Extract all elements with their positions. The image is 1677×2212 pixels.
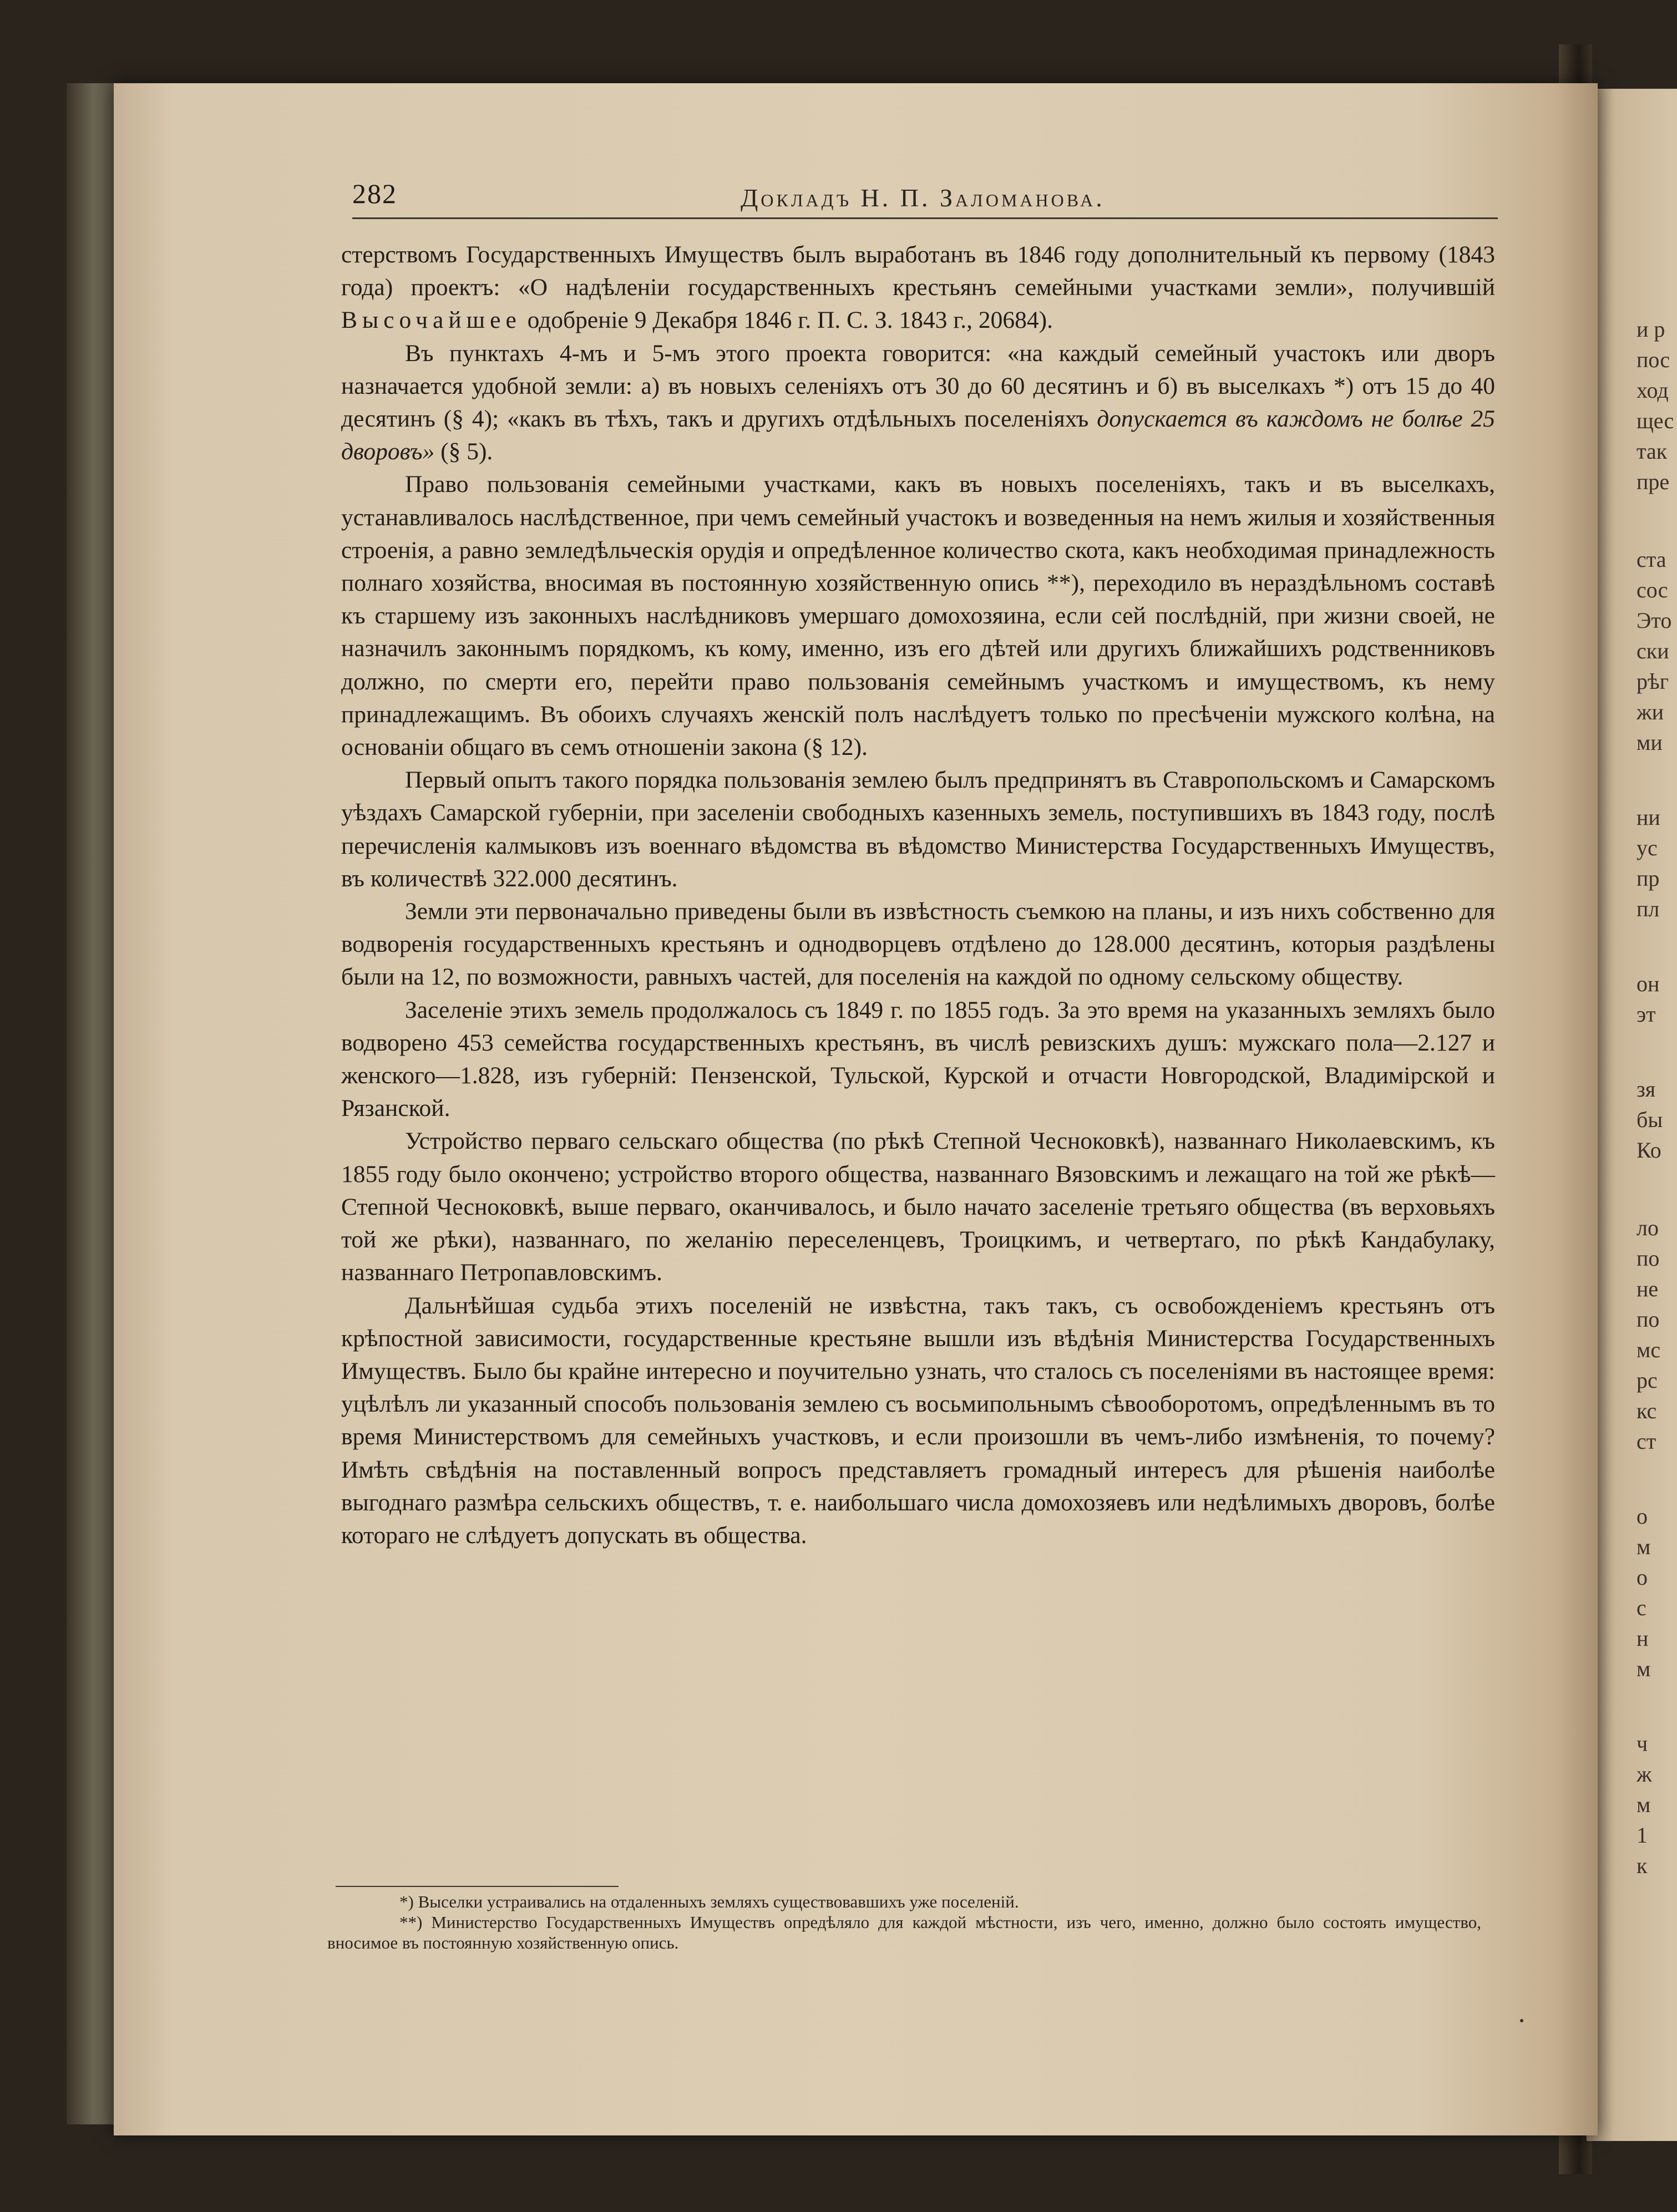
paragraph: Право пользованія семейными участками, какъ въ новыхъ поселеніяхъ, такъ и въ выселкахъ, устанавливалось наслѣдственное, при чемъ семейный участокъ и возведенныя на немъ жилыя и хозяйственныя строенія, а равно земледѣльческія орудія и опредѣленное количество скота, какъ необходимая принадлежность полнаго хозяйства, вносимая въ постоянную хозяйственную опись **), переходило въ нераздѣльномъ составѣ къ старшему изъ законныхъ наслѣдниковъ умершаго домохозяина, если сей послѣдній, при жизни своей, не назначилъ законнымъ порядкомъ, къ кому, именно, изъ его дѣтей или другихъ ближайшихъ родственниковъ должно, по смерти его, перейти право пользованія семейнымъ участкомъ и имуществомъ, къ нему принадлежащимъ. Въ обоихъ случаяхъ женскій полъ наслѣдуетъ только по пресѣченіи мужского колѣна, на основаніи общаго въ семъ отношеніи закона (§ 12). [341, 471, 1495, 761]
paragraph: Въ пунктахъ 4-мъ и 5-мъ этого проекта говорится: «на каждый семейный участокъ или дворъ назначается удобной земли: а) въ новыхъ селеніяхъ отъ 30 до 60 десятинъ и б) въ выселкахъ *) отъ 15 до 40 десятинъ (§ 4); «какъ въ тѣхъ, такъ и другихъ отдѣльныхъ поселеніяхъ допускается въ каждомъ не болѣе 25 дворовъ» (§ 5). [341, 339, 1496, 465]
facing-page-line: 1 [1637, 1823, 1648, 1848]
facing-page-line: по [1637, 1307, 1660, 1332]
facing-page-line: рс [1637, 1368, 1658, 1393]
body-text [341, 239, 1495, 1552]
page-number: 282 [352, 178, 397, 209]
facing-page-line: бы [1637, 1107, 1663, 1132]
facing-page-line: кс [1637, 1398, 1657, 1423]
facing-page-line: эт [1637, 1002, 1656, 1027]
facing-page-line: пл [1637, 896, 1660, 921]
paragraph: стерствомъ Государственныхъ Имуществъ былъ выработанъ въ 1846 году дополнительный къ первому (1843 года) проектъ: «О надѣленіи государственныхъ крестьянъ семейными участками земли», получившій Высочайшее одобреніе 9 Декабря 1846 г. П. С. З. 1843 г., 20684). [341, 241, 1495, 334]
facing-page-line: Это [1637, 608, 1672, 633]
facing-page-line: м [1637, 1792, 1651, 1817]
header-rule [352, 217, 1498, 219]
facing-page-line: и р [1637, 317, 1665, 342]
facing-page-line: так [1637, 439, 1668, 464]
facing-page-line: ски [1637, 638, 1669, 663]
facing-page-line: ход [1637, 378, 1669, 403]
facing-page-line: пр [1637, 866, 1660, 891]
facing-page-line: ми [1637, 730, 1663, 755]
facing-page-line: рѣг [1637, 669, 1669, 694]
paragraph: Дальнѣйшая судьба этихъ поселеній не извѣстна, такъ такъ, съ освобожденіемъ крестьянъ отъ крѣпостной зависимости, государственные крестьяне вышли изъ вѣдѣнія Министерства Государственныхъ Имуществъ. Было бы крайне интересно и поучительно узнать, что сталось съ поселеніями въ настоящее время: уцѣлѣлъ ли указанный способъ пользованія землею съ восьмипольнымъ сѣвооборотомъ, опредѣленнымъ въ то время Министерствомъ для семейныхъ участковъ, и если произошли въ чемъ-либо измѣненія, то почему? Имѣть свѣдѣнія на поставленный вопросъ представляетъ громадный интересъ для рѣшенія наиболѣе выгоднаго размѣра сельскихъ обществъ, т. е. наибольшаго числа домохозяевъ или недѣлимыхъ дворовъ, болѣе котораго не слѣдуетъ допускать въ общества. [341, 1292, 1495, 1549]
facing-page-line: пос [1637, 347, 1670, 372]
facing-page-line: к [1637, 1853, 1648, 1878]
footnote: **) Министерство Государственныхъ Имуществъ опредѣляло для каждой мѣстности, изъ чего, именно, должно было состоять имущество, вносимое въ постоянную хозяйственную опись. [327, 1912, 1481, 1952]
facing-page-line: мс [1637, 1337, 1661, 1362]
footnote-rule [336, 1886, 619, 1887]
facing-page-line: ж [1637, 1762, 1652, 1787]
facing-page-line: м [1637, 1656, 1651, 1681]
footnote: *) Выселки устраивались на отдаленныхъ земляхъ существовавшихъ уже поселеній. [399, 1892, 1019, 1911]
facing-page-line: зя [1637, 1077, 1656, 1102]
facing-page-line: н [1637, 1626, 1649, 1651]
facing-page-line: ус [1637, 835, 1658, 860]
facing-page-line: он [1637, 971, 1660, 996]
facing-page-line: ло [1637, 1215, 1659, 1240]
facing-page-line: ч [1637, 1731, 1648, 1756]
facing-page-line: по [1637, 1246, 1660, 1271]
paragraph: Заселеніе этихъ земель продолжалось съ 1849 г. по 1855 годъ. За это время на указанныхъ земляхъ было водворено 453 семейства государственныхъ крестьянъ, въ числѣ ревизскихъ душъ: мужскаго пола—2.127 и женского—1.828, изъ губерній: Пензенской, Тульской, Курской и отчасти Новгородской, Владимірской и Рязанской. [341, 996, 1495, 1122]
facing-page-line: жи [1637, 699, 1664, 724]
facing-page-line: ст [1637, 1429, 1656, 1454]
facing-page-line: с [1637, 1595, 1646, 1620]
facing-page-line: о [1637, 1504, 1648, 1529]
facing-page-line: м [1637, 1534, 1651, 1559]
spaced-word: Высочайшее [341, 307, 521, 334]
facing-page-line: пре [1637, 469, 1670, 494]
facing-page-line: щес [1637, 408, 1674, 433]
facing-page-line: ни [1637, 805, 1660, 830]
page-header [352, 177, 1495, 211]
ink-speck [1520, 2019, 1523, 2022]
facing-page-line: не [1637, 1276, 1659, 1301]
paragraph: Земли эти первоначально приведены были въ извѣстность съемкою на планы, и изъ нихъ собственно для водворенія государственныхъ крестьянъ и однодворцевъ отдѣлено до 128.000 десятинъ, которыя раздѣлены были на 12, по возможности, равныхъ частей, для поселенія на каждой по одному сельскому обществу. [341, 898, 1495, 991]
paragraph: Устройство перваго сельскаго общества (по рѣкѣ Степной Чесноковкѣ), названнаго Николаевскимъ, къ 1855 году было окончено; устройство второго общества, названнаго Вязовскимъ и лежащаго на той же рѣкѣ—Степной Чесноковкѣ, выше перваго, оканчивалось, и было начато заселеніе третьяго общества (въ верховьяхъ той же рѣки), названнаго, по желанію переселенцевъ, Троицкимъ, и четвертаго, по рѣкѣ Кандабулаку, названнаго Петропавловскимъ. [341, 1128, 1495, 1286]
facing-page-line: о [1637, 1565, 1648, 1590]
facing-page-line: ста [1637, 547, 1666, 572]
footnotes [327, 1891, 1481, 1953]
running-head: Докладъ Н. П. Заломанова. [741, 184, 1105, 212]
paragraph: Первый опытъ такого порядка пользованія землею былъ предпринятъ въ Ставропольскомъ и Самарскомъ уѣздахъ Самарской губерніи, при заселеніи свободныхъ казенныхъ земель, поступившихъ въ 1843 году, послѣ перечисленія калмыковъ изъ военнаго вѣдомства въ вѣдомство Министерства Государственныхъ Имуществъ, въ количествѣ 322.000 десятинъ. [341, 767, 1495, 892]
facing-page-line: Ко [1637, 1138, 1661, 1163]
italic-quote: допускается въ каждомъ не болѣе 25 дворовъ» [341, 405, 1496, 465]
facing-page-line: сос [1637, 577, 1668, 602]
